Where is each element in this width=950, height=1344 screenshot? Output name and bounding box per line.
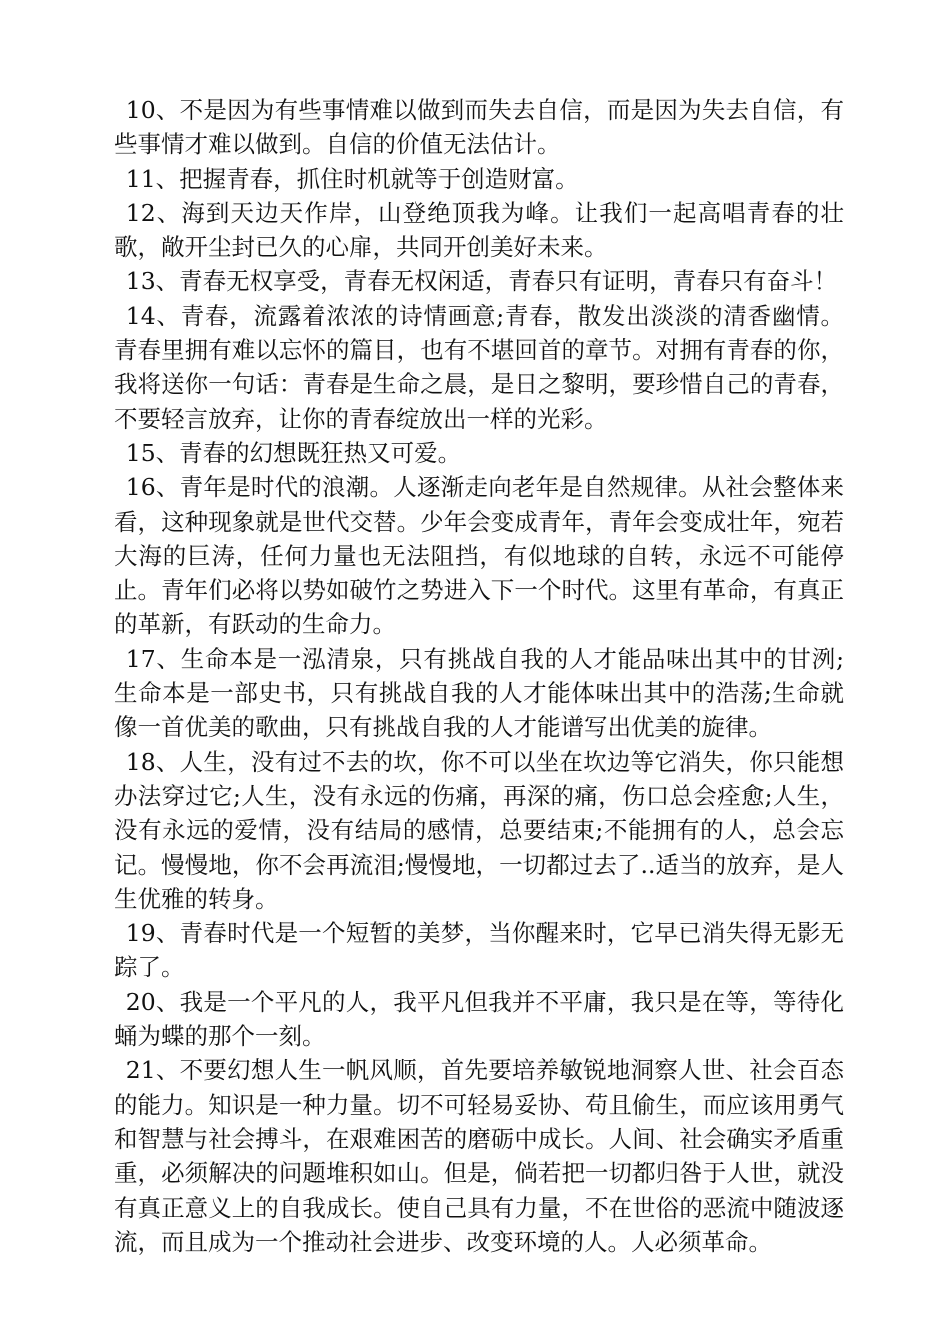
paragraph-11: 11、把握青春，抓住时机就等于创造财富。 bbox=[125, 164, 579, 193]
paragraph-12: 12、海到天边天作岸，山登绝顶我为峰。让我们一起高唱青春的壮歌，敞开尘封已久的心扉，共同开创美好未来。 bbox=[114, 198, 844, 262]
paragraph-19: 19、青春时代是一个短暂的美梦，当你醒来时，它早已消失得无影无踪了。 bbox=[114, 919, 844, 982]
paragraph-13: 13、青春无权享受，青春无权闲适，青春只有证明，青春只有奋斗！ bbox=[125, 267, 838, 296]
paragraph-20: 20、我是一个平凡的人，我平凡但我并不平庸，我只是在等，等待化蛹为蝶的那个一刻。 bbox=[114, 987, 844, 1051]
paragraph-16: 16、青年是时代的浪潮。人逐渐走向老年是自然规律。从社会整体来看，这种现象就是世代交替。少年会变成青年，青年会变成壮年，宛若大海的巨涛，任何力量也无法阻挡，有似地球的自转，永远不可能停止。青年们必将以势如破竹之势进入下一个时代。这里有革命，有真正的革新，有跃动的生命力。 bbox=[114, 473, 844, 639]
paragraph-15: 15、青春的幻想既狂热又可爱。 bbox=[125, 438, 462, 467]
paragraph-17: 17、生命本是一泓清泉，只有挑战自我的人才能品味出其中的甘洌;生命本是一部史书，只有挑战自我的人才能体味出其中的浩荡;生命就像一首优美的歌曲，只有挑战自我的人才能谱写出优美的旋律。 bbox=[114, 644, 844, 742]
document-body bbox=[114, 93, 844, 1259]
paragraph-10: 10、不是因为有些事情难以做到而失去自信，而是因为失去自信，有些事情才难以做到。自信的价值无法估计。 bbox=[114, 96, 844, 159]
paragraph-21: 21、不要幻想人生一帆风顺，首先要培养敏锐地洞察人世、社会百态的能力。知识是一种力量。切不可轻易妥协、苟且偷生，而应该用勇气和智慧与社会搏斗，在艰难困苦的磨砺中成长。人间、社会确实矛盾重重，必须解决的问题堆积如山。但是，倘若把一切都归咎于人世，就没有真正意义上的自我成长。使自己具有力量，不在世俗的恶流中随波逐流，而且成为一个推动社会进步、改变环境的人。人必须革命。 bbox=[114, 1056, 844, 1256]
paragraph-18: 18、人生，没有过不去的坎，你不可以坐在坎边等它消失，你只能想办法穿过它;人生，没有永远的伤痛，再深的痛，伤口总会痊愈;人生，没有永远的爱情，没有结局的感情，总要结束;不能拥有的人，总会忘记。慢慢地，你不会再流泪;慢慢地，一切都过去了..适当的放弃，是人生优雅的转身。 bbox=[114, 747, 844, 913]
paragraph-14: 14、青春，流露着浓浓的诗情画意;青春，散发出淡淡的清香幽情。青春里拥有难以忘怀的篇目，也有不堪回首的章节。对拥有青春的你，我将送你一句话：青春是生命之晨，是日之黎明，要珍惜自己的青春，不要轻言放弃，让你的青春绽放出一样的光彩。 bbox=[114, 301, 844, 433]
